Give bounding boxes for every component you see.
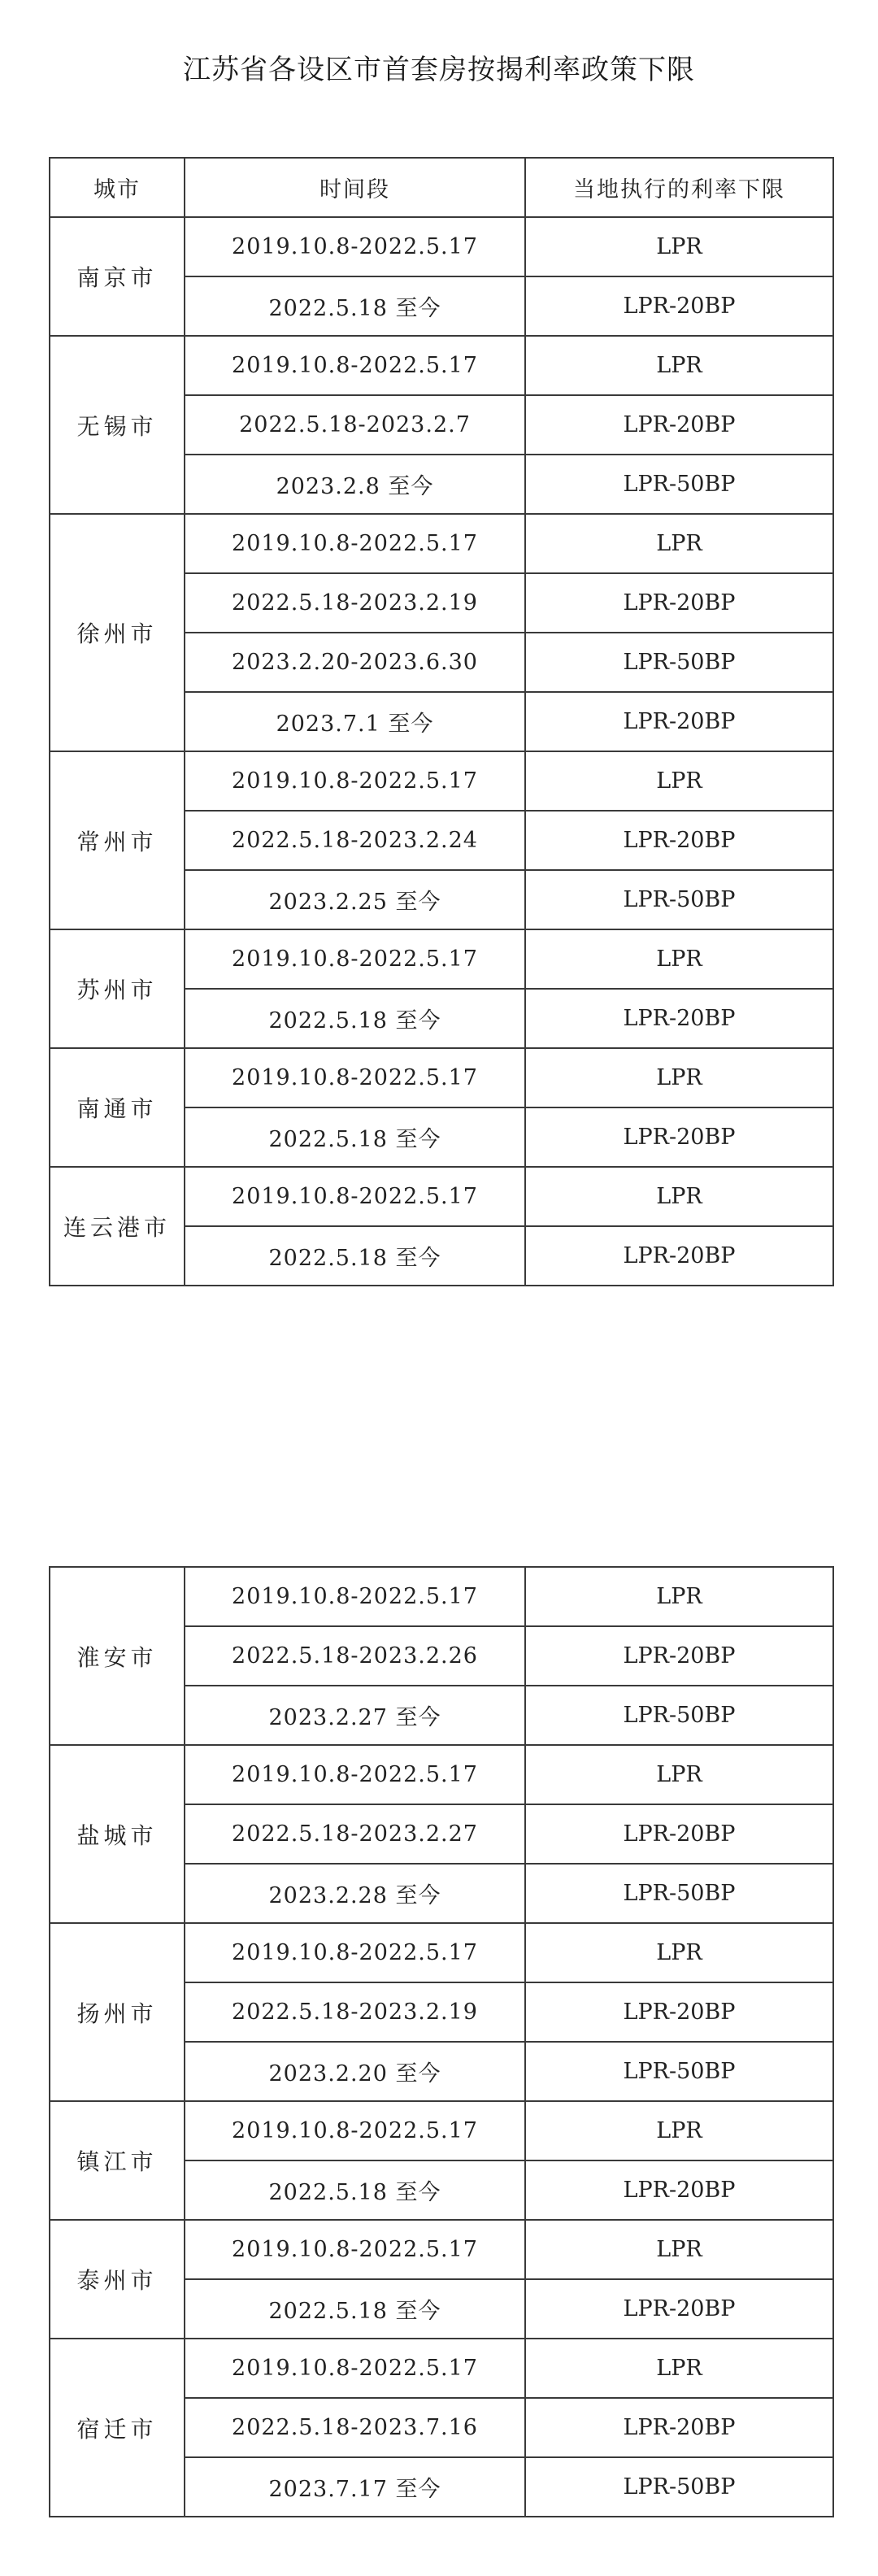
- rate-table-part-two: [49, 1566, 834, 2517]
- city-cell: 无锡市: [50, 336, 185, 514]
- table-row: [50, 1048, 833, 1107]
- rate-cell: LPR-20BP: [525, 811, 833, 870]
- rate-cell: LPR-20BP: [525, 2279, 833, 2339]
- rate-cell: LPR-50BP: [525, 2042, 833, 2101]
- rate-cell: LPR-20BP: [525, 2398, 833, 2457]
- table-row: [50, 751, 833, 811]
- rate-cell: LPR-20BP: [525, 1626, 833, 1686]
- period-cell: 2019.10.8-2022.5.17: [185, 2220, 525, 2279]
- city-cell: 淮安市: [50, 1567, 185, 1745]
- period-cell: 2022.5.18-2023.2.27: [185, 1804, 525, 1864]
- rate-cell: LPR-20BP: [525, 1804, 833, 1864]
- period-cell: 2023.7.17 至今: [185, 2457, 525, 2517]
- period-cell: 2019.10.8-2022.5.17: [185, 1745, 525, 1804]
- period-cell: 2022.5.18-2023.2.24: [185, 811, 525, 870]
- rate-cell: LPR: [525, 1745, 833, 1804]
- rate-cell: LPR-50BP: [525, 633, 833, 692]
- table-row: [50, 2339, 833, 2398]
- city-cell: 苏州市: [50, 929, 185, 1048]
- period-cell: 2023.2.28 至今: [185, 1864, 525, 1923]
- period-cell: 2022.5.18 至今: [185, 2279, 525, 2339]
- city-cell: 扬州市: [50, 1923, 185, 2101]
- period-cell: 2022.5.18-2023.2.19: [185, 1982, 525, 2042]
- period-cell: 2019.10.8-2022.5.17: [185, 1048, 525, 1107]
- header-rate: 当地执行的利率下限: [525, 158, 833, 217]
- rate-cell: LPR: [525, 514, 833, 573]
- period-cell: 2019.10.8-2022.5.17: [185, 751, 525, 811]
- table-row: [50, 2220, 833, 2279]
- rate-cell: LPR: [525, 929, 833, 989]
- period-cell: 2019.10.8-2022.5.17: [185, 1567, 525, 1626]
- rate-cell: LPR-20BP: [525, 1226, 833, 1286]
- period-cell: 2022.5.18-2023.7.16: [185, 2398, 525, 2457]
- period-cell: 2023.2.25 至今: [185, 870, 525, 929]
- rate-cell: LPR-20BP: [525, 2160, 833, 2220]
- period-cell: 2023.2.20 至今: [185, 2042, 525, 2101]
- period-cell: 2019.10.8-2022.5.17: [185, 2339, 525, 2398]
- rate-cell: LPR-20BP: [525, 1107, 833, 1167]
- city-cell: 泰州市: [50, 2220, 185, 2339]
- period-cell: 2023.2.8 至今: [185, 455, 525, 514]
- city-cell: 南京市: [50, 217, 185, 336]
- period-cell: 2022.5.18 至今: [185, 1226, 525, 1286]
- rate-cell: LPR-20BP: [525, 1982, 833, 2042]
- rate-cell: LPR: [525, 1048, 833, 1107]
- period-cell: 2019.10.8-2022.5.17: [185, 1923, 525, 1982]
- table-row: [50, 1923, 833, 1982]
- period-cell: 2022.5.18 至今: [185, 276, 525, 336]
- rate-cell: LPR-20BP: [525, 573, 833, 633]
- rate-cell: LPR-50BP: [525, 1864, 833, 1923]
- period-cell: 2022.5.18-2023.2.19: [185, 573, 525, 633]
- rate-cell: LPR-20BP: [525, 692, 833, 751]
- rate-cell: LPR-50BP: [525, 455, 833, 514]
- period-cell: 2023.7.1 至今: [185, 692, 525, 751]
- city-cell: 镇江市: [50, 2101, 185, 2220]
- table-one-body: [50, 217, 833, 1286]
- table-row: [50, 1567, 833, 1626]
- table-row: [50, 2101, 833, 2160]
- city-cell: 盐城市: [50, 1745, 185, 1923]
- city-cell: 徐州市: [50, 514, 185, 751]
- table-row: [50, 217, 833, 276]
- period-cell: 2022.5.18-2023.2.7: [185, 395, 525, 455]
- rate-cell: LPR: [525, 336, 833, 395]
- period-cell: 2019.10.8-2022.5.17: [185, 929, 525, 989]
- period-cell: 2022.5.18 至今: [185, 1107, 525, 1167]
- city-cell: 连云港市: [50, 1167, 185, 1286]
- rate-cell: LPR-50BP: [525, 1686, 833, 1745]
- period-cell: 2023.2.20-2023.6.30: [185, 633, 525, 692]
- rate-cell: LPR-20BP: [525, 395, 833, 455]
- period-cell: 2023.2.27 至今: [185, 1686, 525, 1745]
- period-cell: 2019.10.8-2022.5.17: [185, 514, 525, 573]
- table-row: [50, 514, 833, 573]
- table-two-body: [50, 1567, 833, 2517]
- rate-cell: LPR: [525, 2220, 833, 2279]
- table-row: [50, 336, 833, 395]
- rate-cell: LPR: [525, 2101, 833, 2160]
- city-cell: 南通市: [50, 1048, 185, 1167]
- period-cell: 2022.5.18 至今: [185, 2160, 525, 2220]
- rate-cell: LPR: [525, 1567, 833, 1626]
- rate-cell: LPR: [525, 1923, 833, 1982]
- period-cell: 2022.5.18-2023.2.26: [185, 1626, 525, 1686]
- table-header-row: [50, 158, 833, 217]
- rate-cell: LPR-50BP: [525, 2457, 833, 2517]
- table-row: [50, 929, 833, 989]
- city-cell: 常州市: [50, 751, 185, 929]
- rate-cell: LPR-50BP: [525, 870, 833, 929]
- period-cell: 2019.10.8-2022.5.17: [185, 217, 525, 276]
- rate-table-part-one: [49, 157, 834, 1286]
- rate-cell: LPR-20BP: [525, 989, 833, 1048]
- rate-cell: LPR-20BP: [525, 276, 833, 336]
- header-period: 时间段: [185, 158, 525, 217]
- period-cell: 2019.10.8-2022.5.17: [185, 336, 525, 395]
- table-row: [50, 1167, 833, 1226]
- city-cell: 宿迁市: [50, 2339, 185, 2517]
- period-cell: 2019.10.8-2022.5.17: [185, 2101, 525, 2160]
- rate-cell: LPR: [525, 751, 833, 811]
- period-cell: 2022.5.18 至今: [185, 989, 525, 1048]
- header-city: 城市: [50, 158, 185, 217]
- rate-cell: LPR: [525, 2339, 833, 2398]
- table-row: [50, 1745, 833, 1804]
- rate-cell: LPR: [525, 1167, 833, 1226]
- period-cell: 2019.10.8-2022.5.17: [185, 1167, 525, 1226]
- rate-cell: LPR: [525, 217, 833, 276]
- document-title: 江苏省各设区市首套房按揭利率政策下限: [183, 54, 695, 86]
